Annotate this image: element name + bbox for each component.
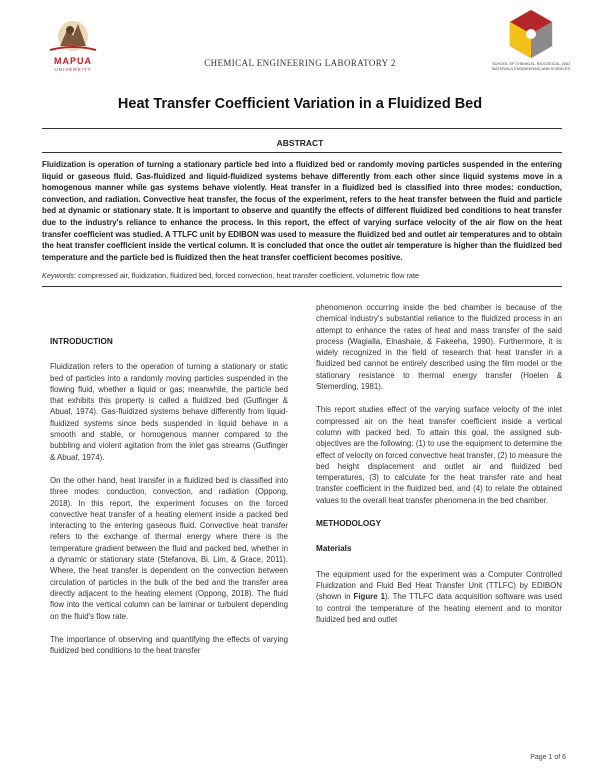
paper-title: Heat Transfer Coefficient Variation in a Fluidized Bed (117, 96, 483, 112)
intro-paragraph-3: The importance of observing and quantifying the effects of varying fluidized bed conditions to the heat transfer (50, 634, 288, 656)
keywords (42, 271, 562, 280)
abstract-divider (42, 152, 562, 153)
figure-1-reference[interactable]: Figure 1 (353, 592, 385, 602)
intro-paragraph-1: Fluidization refers to the operation of turning a stationary or static bed of particles into a randomly moving particles suspended in the flowing fluid, whether a liquid or gas; meanwhile, the particle bed that exhibits this property is called a fluidized bed (Gutfinger & Abuaf, 1974). Gas-fluidized systems behave differently from liquid-fluidized systems since beds suspended in liquid behave in a smooth and stable, or homogenous manner compared to the bubbling and violent agitation from the inlet gas streams (Gutfinger & Abuaf, 1974). (50, 362, 288, 462)
materials-text-2: ). The TTLFC data acquisition software was used to control the temperature of the heating element and to monitor fluidized bed and outlet (316, 592, 562, 624)
logo-text: MAPUA (54, 56, 92, 66)
keywords-list: : compressed air, fluidization, fluidized bed, forced convection, heat transfer coefficient, volumetric flow rate (74, 271, 420, 280)
abstract-text: Fluidization is operation of turning a stationary particle bed into a fluidized bed or randomly moving particles suspended in the entering liquid or gaseous fluid. Gas-fluidized and liquid-fluidized systems behave differently from each other since liquid systems move in a homogenous manner while gas systems behave violently. Heat transfer in a fluidized bed is classified into three modes: conduction, convection, and radiation. Convective heat transfer, the focus of the experiment, refers to the heat transfer between the fluid and particle bed at dynamic or stationary state. It is important to observe and quantify the effects of different fluidized bed conditions to heat transfer due to the industry's reliance to enhance the process. In this report, the effect of varying surface velocity of the air flow on the heat transfer coefficient was studied. A TTLFC unit by EDIBON was used to measure the fluidized bed and outlet air temperatures and to obtain the heat transfer coefficient inside the vertical column. It is concluded that once the outlet air temperature is higher than the fluidized bed temperature and the particle bed is fluidized then the heat transfer coefficient becomes positive. (42, 160, 562, 262)
left-column (50, 336, 288, 668)
materials-text-1: The equipment used for the experiment was a Computer Controlled Fluidization and Fluid Bed Heat Transfer Unit (TTLFC) by EDIBON (shown in (316, 569, 562, 602)
materials-heading: Materials (316, 544, 352, 554)
intro-paragraph-2: On the other hand, heat transfer in a fluidized bed is classified into three modes: conduction, convection, and radiation (Oppong, 2018). In this report, the experiment focuses on the forced convective heat transfer of a heating element inside a packed bed interacting to the entering gaseous fluid. Convective heat transfer refers to the exchange of thermal energy where there is the temperature gradient between the fluid and packed bed, whether in a dynamic or stationary state (Stefanova, Bi, Lim, & Grace, 2011). Where, the heat transfer is dependent on the convection between circulation of particles in the bulk of the bed and the transfer area directly adjacent to the heating element (Oppong, 2018). The fluid flow into the vertical column can be laminar or turbulent depending on the fluid's flow rate. (50, 475, 288, 621)
methodology-heading: METHODOLOGY (316, 519, 382, 529)
logo-subtext: UNIVERSITY (54, 67, 92, 72)
abstract-heading: ABSTRACT (276, 138, 324, 148)
page-number: Page 1 of 6 (530, 754, 566, 761)
lab-header: CHEMICAL ENGINEERING LABORATORY 2 (204, 58, 396, 68)
school-logo-text: SCHOOL OF CHEMICAL, BIOLOGICAL, AND MATERIALS ENGINEERING AND SCIENCES (491, 62, 571, 71)
right-paragraph-2: This report studies effect of the varying surface velocity of the inlet compressed air on the heat transfer coefficient inside a vertical column with packed bed. To attain this goal, the assigned sub-objectives are the following: (1) to use the equipment to determine the effect of velocity on forced convective heat transfer, (2) to measure the bed height displacement and outlet air and fluidized bed temperatures, (3) to calculate for the heat transfer rate and heat transfer coefficient in the fluidized bed, and (4) to relate the obtained values to the overall heat transfer phenomena in the bed chamber. (316, 405, 562, 505)
keywords-divider (42, 286, 562, 287)
introduction-heading: INTRODUCTION (50, 337, 113, 346)
keywords-label: Keywords (42, 271, 75, 280)
materials-paragraph (316, 569, 562, 625)
title-divider (42, 128, 562, 129)
right-column (316, 302, 562, 637)
right-paragraph-1: phenomenon occurring inside the bed chamber is because of the chemical industry's substantial reliance to the fluidized process in an attempt to enhance the rates of heat and mass transfer of the said process (Wagialla, Elnashaie, & Fakeeha, 1990). Furthermore, it is widely recognized in the field of research that heat transfer in a fluidized bed cannot be entirely described using the film model or the stationary resistance to thermal energy transfer (Hoelen & Stemerding, 1981). (316, 303, 562, 392)
